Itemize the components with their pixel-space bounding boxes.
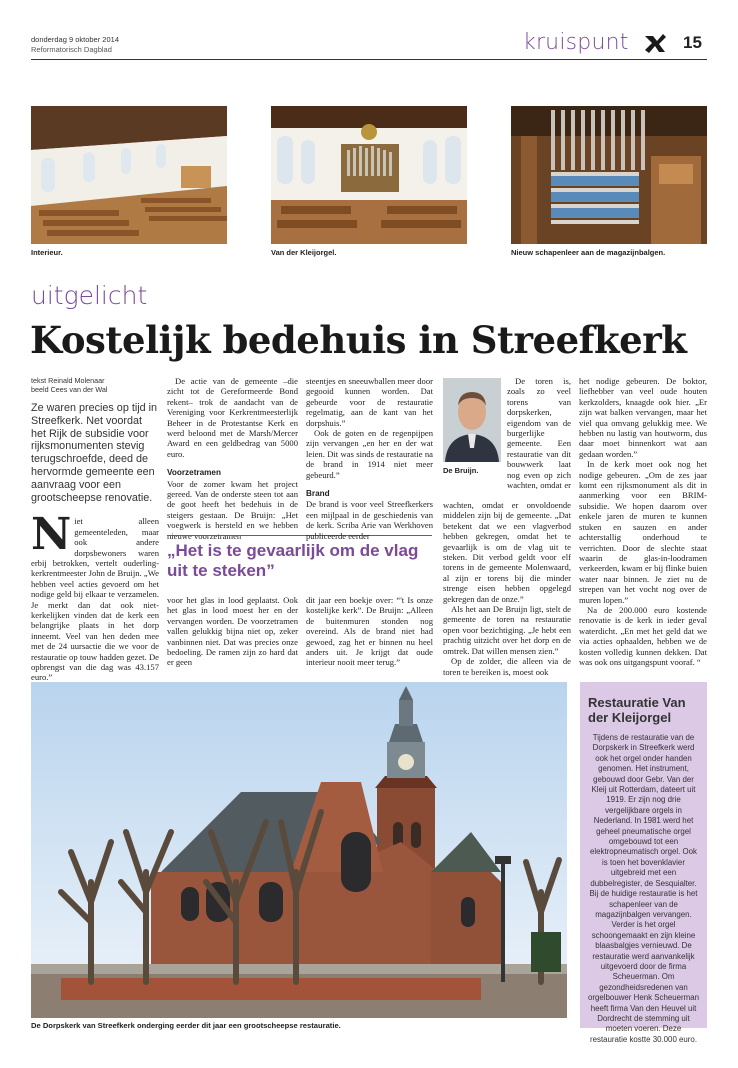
col4-paragraph-2: Als het aan De Bruijn ligt, stelt de gemeente de toren na restauratie open voor bezichtiging. „Je hebt een prachtig uitzicht over het dorp en de omtrek. Dat willen mensen zien.” <box>443 604 571 656</box>
portrait-caption: De Bruijn. <box>443 466 479 475</box>
drop-cap: N <box>31 509 72 561</box>
column-5 <box>579 376 707 667</box>
column-3 <box>306 376 433 541</box>
portrait-photo <box>443 378 501 462</box>
col4-paragraph-3: Op de zolder, die alleen via de toren te bereiken is, moest ook <box>443 656 571 677</box>
col2-paragraph-2: Voor de zomer kwam het project gereed. Van de onderste steen tot aan de goot heeft het bedehuis in de steigers gestaan. De Bruijn: „Het voegwerk is hersteld en we hebben <box>167 478 298 531</box>
header-divider <box>31 59 707 60</box>
page-number: 15 <box>683 33 702 52</box>
article-intro: Ze waren precies op tijd in Streefkerk. Net voordat het Rijk de subsidie voor rijksmonumenten stevig terugschroefde, deed de hervormde gemeente een aanvraag voor een grootscheepse renovatie. <box>31 402 158 504</box>
interior-photo <box>31 106 227 244</box>
section-logo-icon <box>643 32 667 54</box>
sidebar-box <box>580 682 707 1044</box>
newspaper-name: Reformatorisch Dagblad <box>31 45 112 54</box>
col3-paragraph-3: De brand is voor veel Streefkerkers een mijlpaal in de geschiedenis van de kerk. Scriba Arie van Werkhoven publiceerde eerder <box>306 499 433 541</box>
article-kicker: uitgelicht <box>31 281 148 310</box>
col4-paragraph-1: De toren is, zoals zo veel torens van dorpskerken, eigendom van de burgerlijke gemeente. Een restauratie van dit bouwwerk laat nog even op zich wachten, omdat er <box>507 376 571 491</box>
column-4-top <box>507 376 571 492</box>
col5-paragraph-3: Na de 200.000 euro kostende renovatie is de kerk in ieder geval waterdicht. „En met het geld dat we via acties ophaalden, hebben we de kosten volledig kunnen dekken. Dat was ook ons uitgangspunt vooraf. “ <box>579 604 707 667</box>
sidebar-body: Tijdens de restauratie van de Dorpskerk in Streefkerk werd ook het orgel onder handen genomen. Het instrument, gebouwd door Gebr. Van der Kleij uit Rotterdam, dateert uit 1919. Er zijn nog drie vergelijkbare orgels in Nederland. In 1981 werd het geheel pneumatische orgel omgebouwd tot een elektropneumatisch orgel. Ook is toen het bovenklavier uitgebreid met een dubbelregister, de Sesquialter. Bij de huidige restauratie is het schapenleer van de magazijnbalgen vervangen. Verder is het orgel schoongemaakt en zijn kleine blaasbalgjes vernieuwd. De restauratie werd aanvankelijk uitgevoerd door de firma Scheuerman. Om gezondheidsredenen van orgelbouwer Henk Scheuerman heeft firma Van den Heuvel uit Dordrecht de stemming uit moeten voeren. Deze restauratie kostte 30.000 euro. <box>588 733 699 1044</box>
issue-date: donderdag 9 oktober 2014 <box>31 35 119 44</box>
column-2 <box>167 376 298 541</box>
organ-photo <box>271 106 467 244</box>
column-1 <box>31 376 159 683</box>
col3-paragraph-2: Ook de goten en de regenpijpen zijn vervangen „en her en der wat leien. Dit was sinds de restauratie na de brand in 1914 niet meer gebeurd.” <box>306 428 433 480</box>
article-headline: Kostelijk bedehuis in Streefkerk <box>30 318 687 362</box>
col1-paragraph: iet alleen gemeenteleden, maar ook andere dorpsbewoners waren erbij betrokken, vertelt ouderling-kerkrentmeester John de Bruijn. „We hebben veel acties gevoerd om het nodige geld bij elkaar te verzamelen. Je merkt dan dat ook niet-kerkelijken vinden dat de kerk een belangrijke plaats in het dorp inneemt. Veel van hen deden mee met de 24 uursactie die we voor de restauratie op touw hadden gezet. De opbrengst van die dag was 43.157 euro.” <box>31 516 159 683</box>
interior-caption: Interieur. <box>31 248 63 257</box>
bellows-caption: Nieuw schapenleer aan de magazijnbalgen. <box>511 248 666 257</box>
col2-paragraph-3: voor het glas in lood geplaatst. Ook het glas in lood moest her en der vervangen worden. De voorzetramen vallen gelukkig bijna niet op, zeker vanbinnen niet. Dat was precies onze bedoeling. De ramen zijn zo hard dat er geen <box>167 595 298 668</box>
pull-quote: „Het is te gevaarlijk om de vlag uit te steken” <box>167 541 419 580</box>
subhead-brand: Brand <box>306 489 330 499</box>
text-credit: tekst Reinald Molenaar <box>31 376 105 385</box>
bellows-photo <box>511 106 707 244</box>
col3-paragraph-1: steentjes en sneeuwballen meer door gegooid kunnen worden. Dat gebeurde voor de restauratie regelmatig, aan de kant van het dorpshuis.” <box>306 376 433 428</box>
column-2-bottom <box>167 595 298 668</box>
col4-paragraph-1-cont: wachten, omdat er onvoldoende middelen zijn bij de gemeente. „Dat betekent dat we een vlagverbod hebben gekregen, omdat het te gevaarlijk is om de vlag uit te steken. Dit verbod geldt voor elf torens in de gemeente Molenwaard, al zijn er torens bij die minder strenge eisen hebben opgelegd gekregen dan de onze.” <box>443 500 571 604</box>
church-caption: De Dorpskerk van Streefkerk onderging eerder dit jaar een grootscheepse restauratie. <box>31 1021 341 1030</box>
col5-paragraph-2: In de kerk moet ook nog het nodige gebeuren. „Om de zes jaar komt een rijksmonument als dit in aanmerking voor een BRIM-subsidie. We hopen daarom over enkele jaren de muren te kunnen stuken en sauzen en ander achterstallig onderhoud te verrichten. Door de slechte staat waarin de glas-in-loodramen verkeerden, kwam er bij flinke buien water naar binnen. Je ziet nu de strepen van het vocht nog over de muren lopen.” <box>579 459 707 605</box>
column-4-bottom <box>443 500 571 677</box>
church-photo <box>31 682 567 1018</box>
subhead-voorzetramen: Voorzetramen <box>167 468 221 478</box>
col2-paragraph-1: De actie van de gemeente –die zicht tot de Gereformeerde Bond rekent– trok de aandacht van de Vereniging voor Kerkrentmeesterlijk Beheer in de Protestantse Kerk en werd beloond met de Marsh/Mercer Award en een geldbedrag van 5000 euro. <box>167 376 298 459</box>
col3-paragraph-4: dit jaar een boekje over: “'t Is onze kostelijke kerk”. De Bruijn: „Alleen de buitenmuren stonden nog overeind. Als de brand niet had gewoed, zag het er binnen nu heel anders uit. Je krijgt dat oude interieur nooit meer terug.” <box>306 595 433 668</box>
section-title: kruispunt <box>523 30 629 55</box>
column-3-bottom <box>306 595 433 668</box>
col5-paragraph-1: het nodige gebeuren. De boktor, liefhebber van veel oude houten kerkzolders, knaagde ook hier. „Er zijn wat balken vervangen, maar het viel qua omvang gelukkig mee. We hebben nu lastig van houtworm, dus daar moet binnenkort wat aan gedaan worden.” <box>579 376 707 459</box>
sidebar-title: Restauratie Van der Kleijorgel <box>588 695 686 725</box>
photo-credit: beeld Cees van der Wal <box>31 385 108 394</box>
organ-caption: Van der Kleijorgel. <box>271 248 337 257</box>
